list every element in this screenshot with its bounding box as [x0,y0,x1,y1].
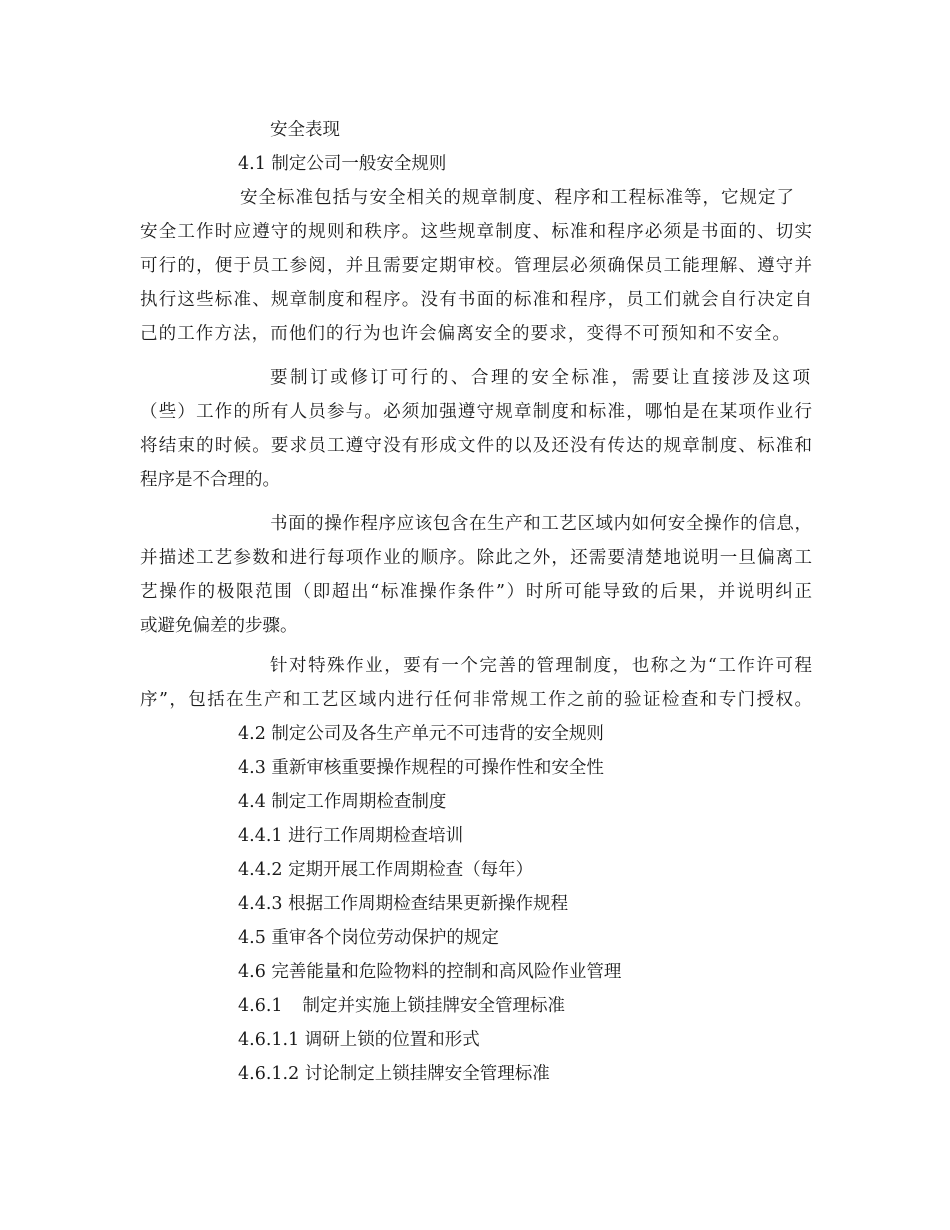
para2-line-3: 将结束的时候。要求员工遵守没有形成文件的以及还没有传达的规章制度、标准和 [140,436,812,456]
section-4-4-1: 4.4.1 进行工作周期检查培训 [238,826,464,846]
para2-line-4: 程序是不合理的。 [140,470,280,490]
section-4-3: 4.3 重新审核重要操作规程的可操作性和安全性 [238,758,604,778]
para3-line-3: 艺操作的极限范围（即超出“标准操作条件”）时所可能导致的后果，并说明纠正 [140,582,812,602]
section-4-2: 4.2 制定公司及各生产单元不可违背的安全规则 [238,724,604,744]
para1-line-1: 安全标准包括与安全相关的规章制度、程序和工程标准等，它规定了 [240,188,794,208]
para3-line-1: 书面的操作程序应该包含在生产和工艺区域内如何安全操作的信息， [270,514,812,534]
section-4-6-1-number: 4.6.1 [238,996,283,1016]
para2-line-2: （些）工作的所有人员参与。必须加强遵守规章制度和标准，哪怕是在某项作业行 [140,402,812,422]
para4-line-1: 针对特殊作业，要有一个完善的管理制度，也称之为“工作许可程 [270,656,812,676]
section-4-4-3: 4.4.3 根据工作周期检查结果更新操作规程 [238,894,569,914]
section-4-6-1-2: 4.6.1.2 讨论制定上锁挂牌安全管理标准 [238,1064,550,1084]
section-4-6-1-text: 制定并实施上锁挂牌安全管理标准 [302,996,566,1016]
para3-line-4: 或避免偏差的步骤。 [140,616,298,636]
para1-line-4: 执行这些标准、规章制度和程序。没有书面的标准和程序，员工们就会自行决定自 [140,290,812,310]
para1-line-5: 己的工作方法，而他们的行为也许会偏离安全的要求，变得不可预知和不安全。 [140,324,790,344]
section-4-4-2: 4.4.2 定期开展工作周期检查（每年） [238,860,534,880]
para1-line-3: 可行的，便于员工参阅，并且需要定期审校。管理层必须确保员工能理解、遵守并 [140,256,812,276]
section-4-1: 4.1 制定公司一般安全规则 [238,154,447,174]
section-4-6: 4.6 完善能量和危险物料的控制和高风险作业管理 [238,962,622,982]
section-4-6-1-1: 4.6.1.1 调研上锁的位置和形式 [238,1030,480,1050]
section-4-4: 4.4 制定工作周期检查制度 [238,792,447,812]
heading: 安全表现 [270,120,340,140]
para1-line-2: 安全工作时应遵守的规则和秩序。这些规章制度、标准和程序必须是书面的、切实 [140,222,812,242]
para2-line-1: 要制订或修订可行的、合理的安全标准，需要让直接涉及这项 [270,368,810,388]
section-4-6-1 [238,994,565,1018]
para4-line-2: 序”，包括在生产和工艺区域内进行任何非常规工作之前的验证检查和专门授权。 [140,690,812,710]
para3-line-2: 并描述工艺参数和进行每项作业的顺序。除此之外，还需要清楚地说明一旦偏离工 [140,548,812,568]
section-4-5: 4.5 重审各个岗位劳动保护的规定 [238,928,499,948]
